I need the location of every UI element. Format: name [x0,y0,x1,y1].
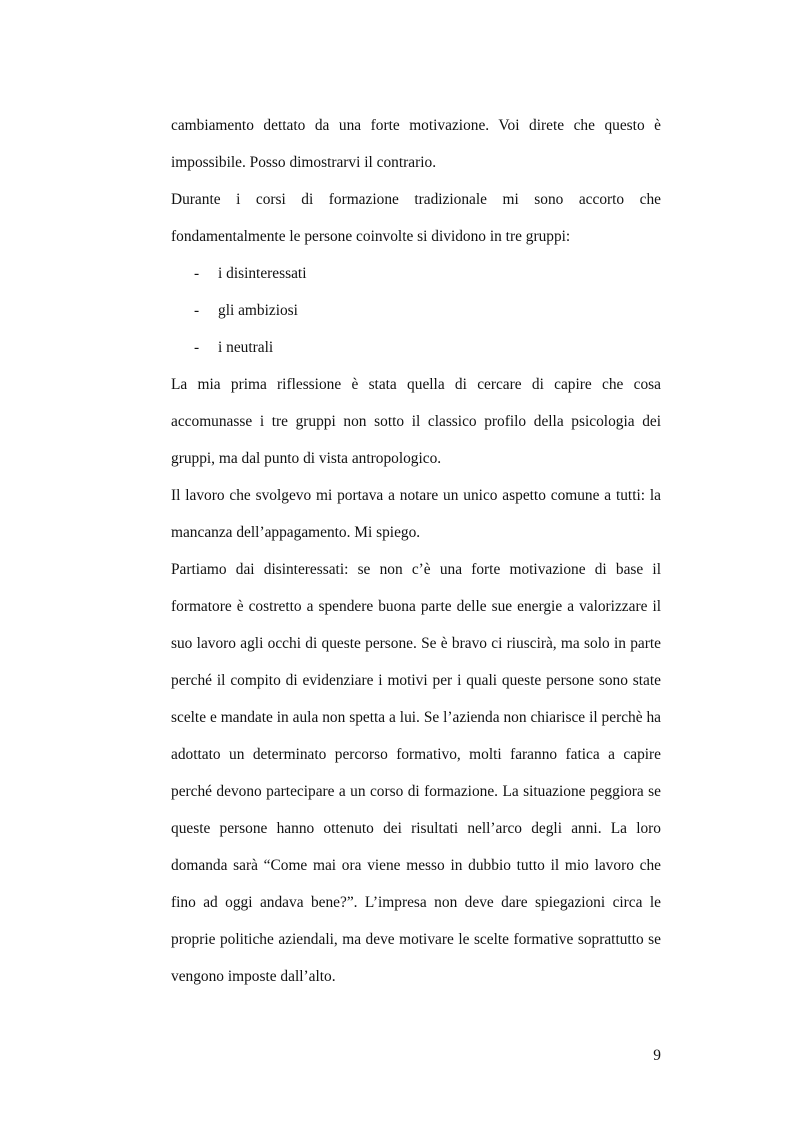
list-item-label: i disinteressati [218,265,307,282]
list-item-label: i neutrali [218,339,274,356]
document-page [171,107,661,995]
paragraph-first-reflection: La mia prima riflessione è stata quella di cercare di capire che cosa accomunasse i tre gruppi non sotto il classico profilo della psicologia dei gruppi, ma dal punto di vista antropologico. [171,376,661,467]
paragraph-motivation-change: cambiamento dettato da una forte motivazione. Voi direte che questo è impossibile. Posso dimostrarvi il contrario. [171,117,661,171]
list-bullet-dash: - [194,265,200,282]
paragraph-training-courses: Durante i corsi di formazione tradizionale mi sono accorto che fondamentalmente le persone coinvolte si dividono in tre gruppi: [171,191,661,245]
page-number: 9 [653,1047,661,1064]
list-item-neutrali [171,329,661,366]
list-bullet-dash: - [194,339,200,356]
list-item-disinteressati [171,255,661,292]
list-item-label: gli ambiziosi [218,302,298,319]
paragraph-common-aspect: Il lavoro che svolgevo mi portava a notare un unico aspetto comune a tutti: la mancanza dell’appagamento. Mi spiego. [171,487,661,541]
paragraph-disinteressati: Partiamo dai disinteressati: se non c’è una forte motivazione di base il formatore è costretto a spendere buona parte delle sue energie a valorizzare il suo lavoro agli occhi di queste persone. Se è bravo ci riuscirà, ma solo in parte perché il compito di evidenziare i motivi per i quali queste persone sono state scelte e mandate in aula non spetta a lui. Se l’azienda non chiarisce il perchè ha adottato un determinato percorso formativo, molti faranno fatica a capire perché devono partecipare a un corso di formazione. La situazione peggiora se queste persone hanno ottenuto dei risultati nell’arco degli anni. La loro domanda sarà “Come mai ora viene messo in dubbio tutto il mio lavoro che fino ad oggi andava bene?”. L’impresa non deve dare spiegazioni circa le proprie politiche aziendali, ma deve motivare le scelte formative soprattutto se vengono imposte dall’alto. [171,561,661,985]
list-item-ambiziosi [171,292,661,329]
list-bullet-dash: - [194,302,200,319]
groups-list [171,255,661,366]
